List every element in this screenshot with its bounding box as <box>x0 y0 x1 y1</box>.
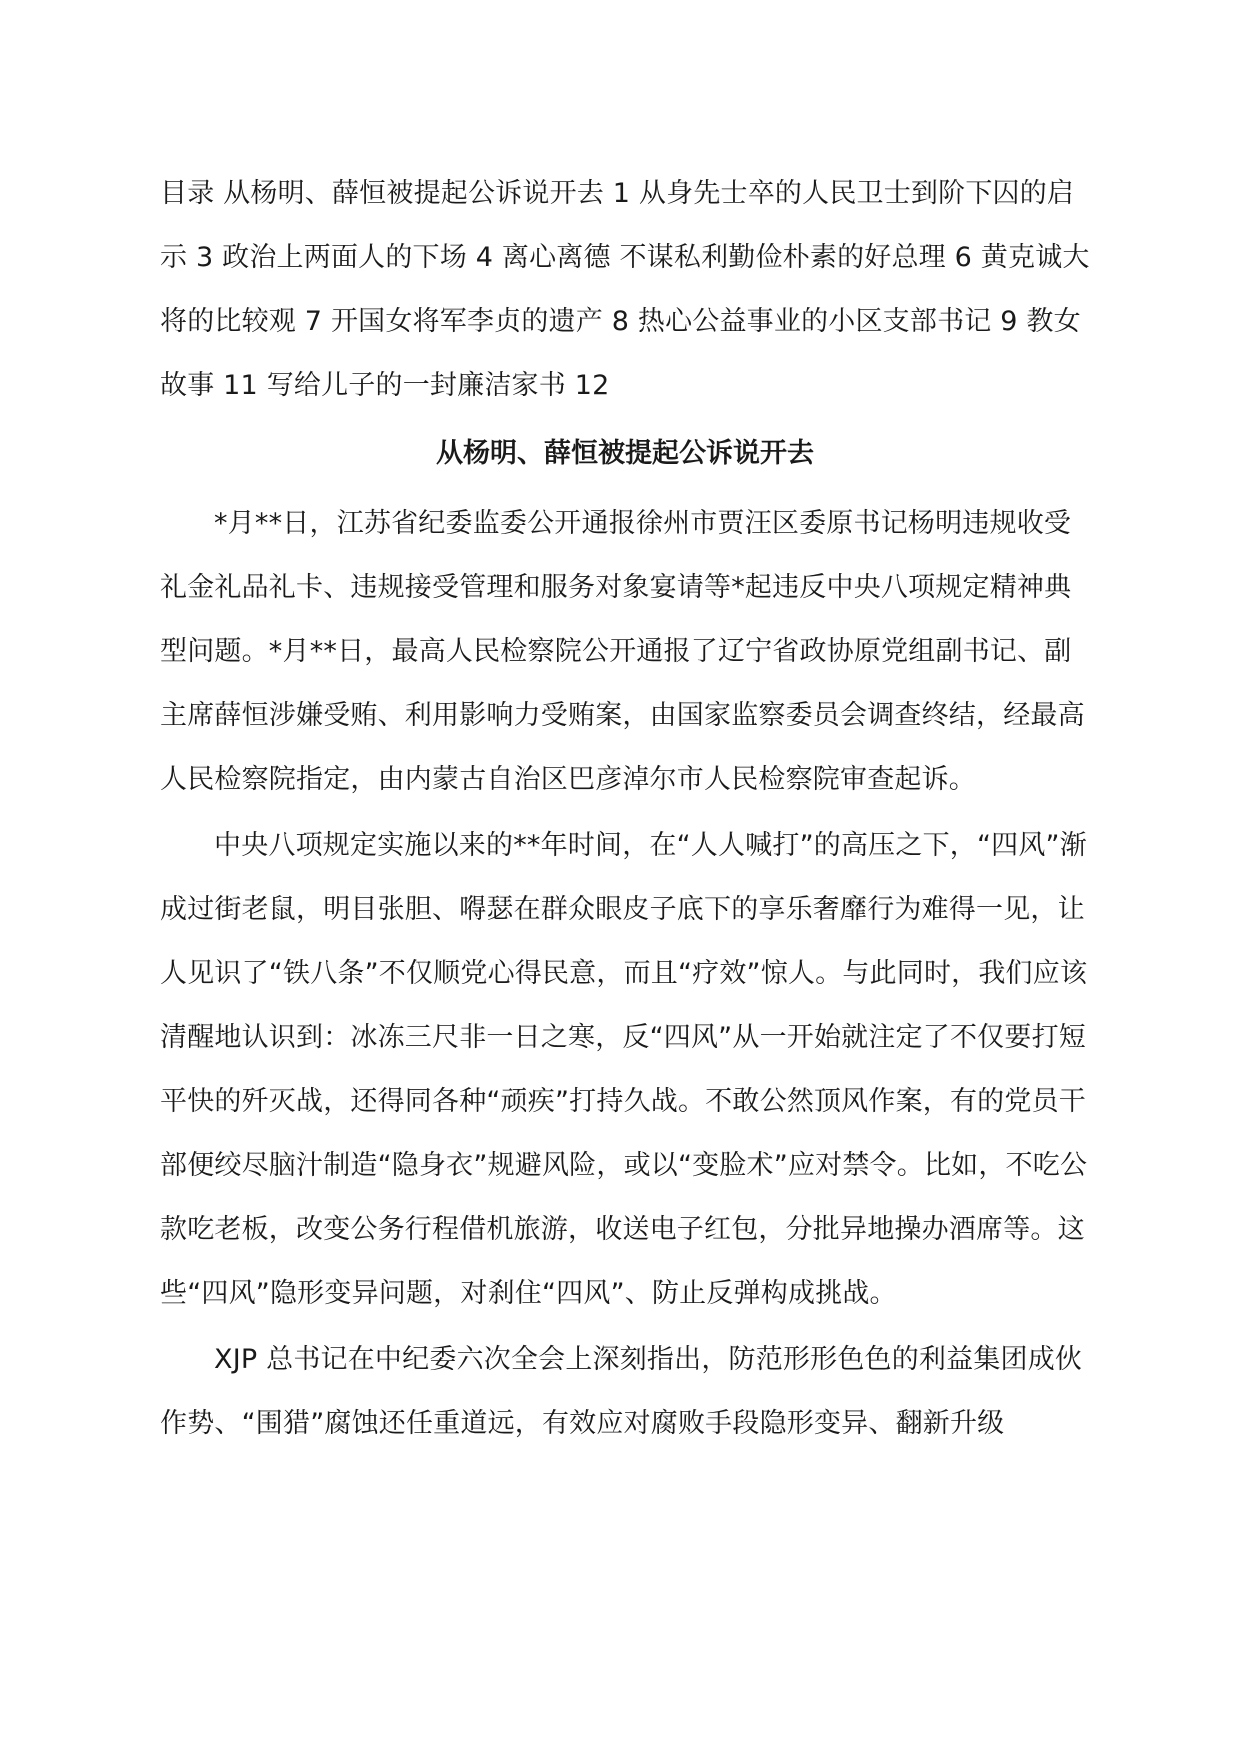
section-title: 从杨明、薛恒被提起公诉说开去 <box>436 438 814 469</box>
paragraph: *月**日，江苏省纪委监委公开通报徐州市贾汪区委原书记杨明违规收受礼金礼品礼卡、违规接受管理和服务对象宴请等*起违反中央八项规定精神典型问题。*月**日，最高人民检察院公开通报了辽宁省政协原党组副书记、副主席薛恒涉嫌受贿、利用影响力受贿案，由国家监察委员会调查终结，经最高人民检察院指定，由内蒙古自治区巴彦淖尔市人民检察院审查起诉。 <box>160 508 1085 795</box>
paragraph: XJP 总书记在中纪委六次全会上深刻指出，防范形形色色的利益集团成伙作势、“围猎”腐蚀还任重道远，有效应对腐败手段隐形变异、翻新升级 <box>160 1344 1083 1439</box>
table-of-contents: 目录 从杨明、薛恒被提起公诉说开去 1 从身先士卒的人民卫士到阶下囚的启示 3 政治上两面人的下场 4 离心离德 不谋私利勤俭朴素的好总理 6 黄克诚大将的比较观 7 开国女将军李贞的遗产 8 热心公益事业的小区支部书记 9 教女故事 11 写给儿子的一封廉洁家书 12 <box>160 178 1090 401</box>
paragraph: 中央八项规定实施以来的**年时间，在“人人喊打”的高压之下，“四风”渐成过街老鼠，明目张胆、嘚瑟在群众眼皮子底下的享乐奢靡行为难得一见，让人见识了“铁八条”不仅顺党心得民意，而且“疗效”惊人。与此同时，我们应该清醒地认识到：冰冻三尺非一日之寒，反“四风”从一开始就注定了不仅要打短平快的歼灭战，还得同各种“顽疾”打持久战。不敢公然顶风作案，有的党员干部便绞尽脑汁制造“隐身衣”规避风险，或以“变脸术”应对禁令。比如，不吃公款吃老板，改变公务行程借机旅游，收送电子红包，分批异地操办酒席等。这些“四风”隐形变异问题，对刹住“四风”、防止反弹构成挑战。 <box>160 830 1088 1309</box>
article-body <box>160 492 1090 1456</box>
